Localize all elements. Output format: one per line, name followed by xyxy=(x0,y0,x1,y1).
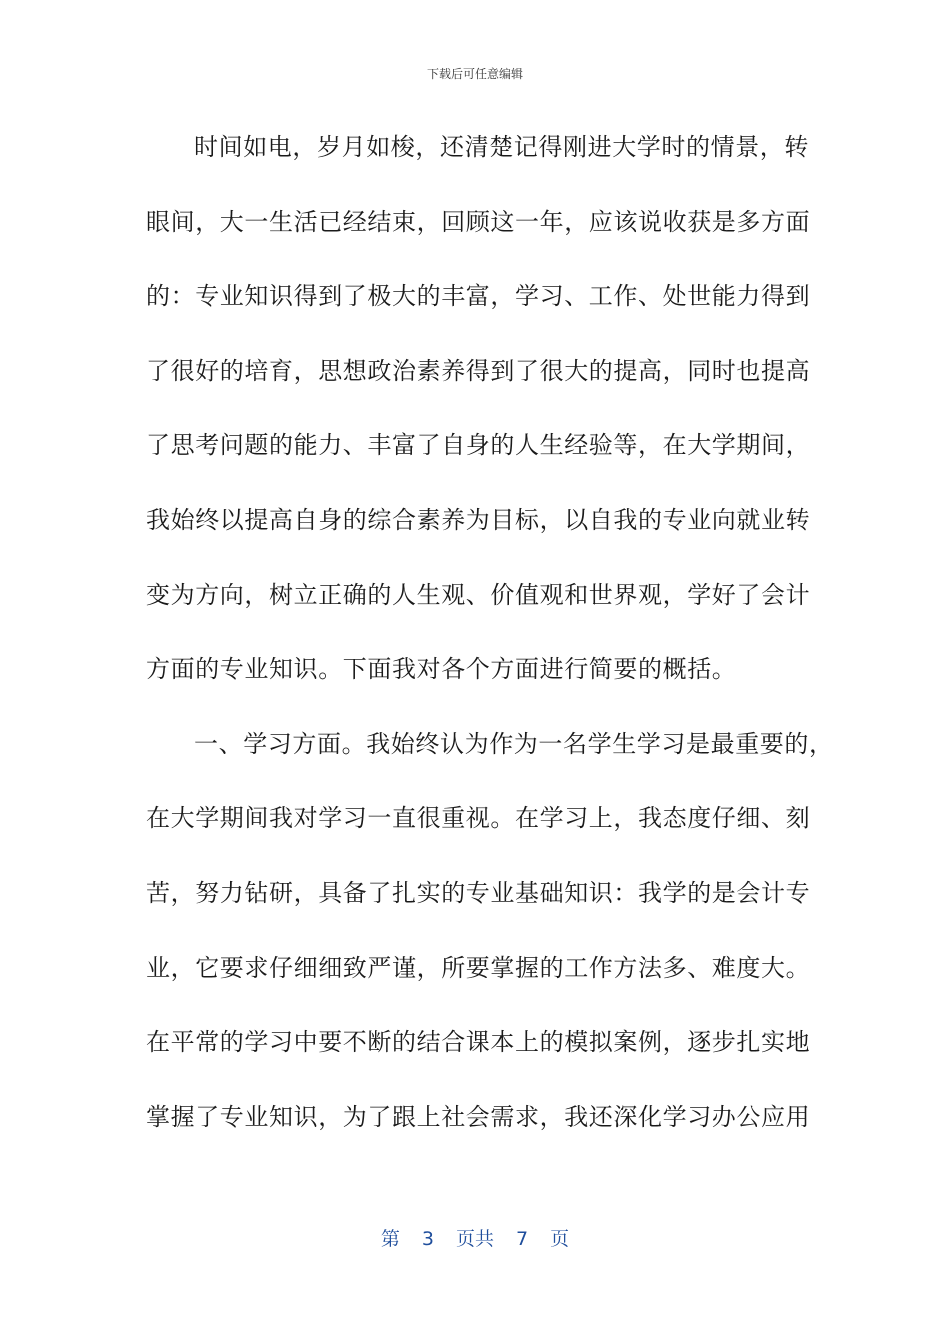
paragraph-2-line-5: 在平常的学习中要不断的结合课本上的模拟案例，逐步扎实地 xyxy=(146,1028,811,1057)
page-header: 下载后可任意编辑 xyxy=(426,67,523,81)
paragraph-1-line-1: 时间如电，岁月如梭，还清楚记得刚进大学时的情景，转 xyxy=(194,133,809,161)
paragraph-2-line-3: 苦，努力钻研，具备了扎实的专业基础知识：我学的是会计专 xyxy=(146,878,811,907)
footer-middle: 页共 xyxy=(455,1228,494,1250)
paragraph-1-line-6: 我始终以提高自身的综合素养为目标，以自我的专业向就业转 xyxy=(146,505,811,534)
document-body xyxy=(146,110,834,1154)
paragraph-1-line-5: 了思考问题的能力、丰富了自身的人生经验等，在大学期间， xyxy=(146,431,811,460)
paragraph-2-line-2: 在大学期间我对学习一直很重视。在学习上，我态度仔细、刻 xyxy=(146,804,811,833)
page-footer xyxy=(0,1226,950,1252)
paragraph-2-line-6: 掌握了专业知识，为了跟上社会需求，我还深化学习办公应用 xyxy=(146,1102,811,1131)
paragraph-2-line-4: 业，它要求仔细细致严谨，所要掌握的工作方法多、难度大。 xyxy=(146,953,811,982)
footer-total-pages: 7 xyxy=(516,1228,529,1250)
footer-suffix: 页 xyxy=(550,1228,570,1250)
footer-prefix: 第 xyxy=(380,1228,400,1250)
paragraph-2-line-1: 一、学习方面。我始终认为作为一名学生学习是最重要的， xyxy=(194,729,834,758)
paragraph-1-line-7: 变为方向，树立正确的人生观、价值观和世界观，学好了会计 xyxy=(146,580,811,609)
paragraph-1-line-8: 方面的专业知识。下面我对各个方面进行简要的概括。 xyxy=(146,655,737,684)
paragraph-1-line-4: 了很好的培育，思想政治素养得到了很大的提高，同时也提高 xyxy=(146,356,811,385)
footer-page-number: 3 xyxy=(421,1228,434,1250)
paragraph-1-line-2: 眼间，大一生活已经结束，回顾这一年，应该说收获是多方面 xyxy=(146,207,811,236)
paragraph-1-line-3: 的：专业知识得到了极大的丰富，学习、工作、处世能力得到 xyxy=(146,282,811,311)
